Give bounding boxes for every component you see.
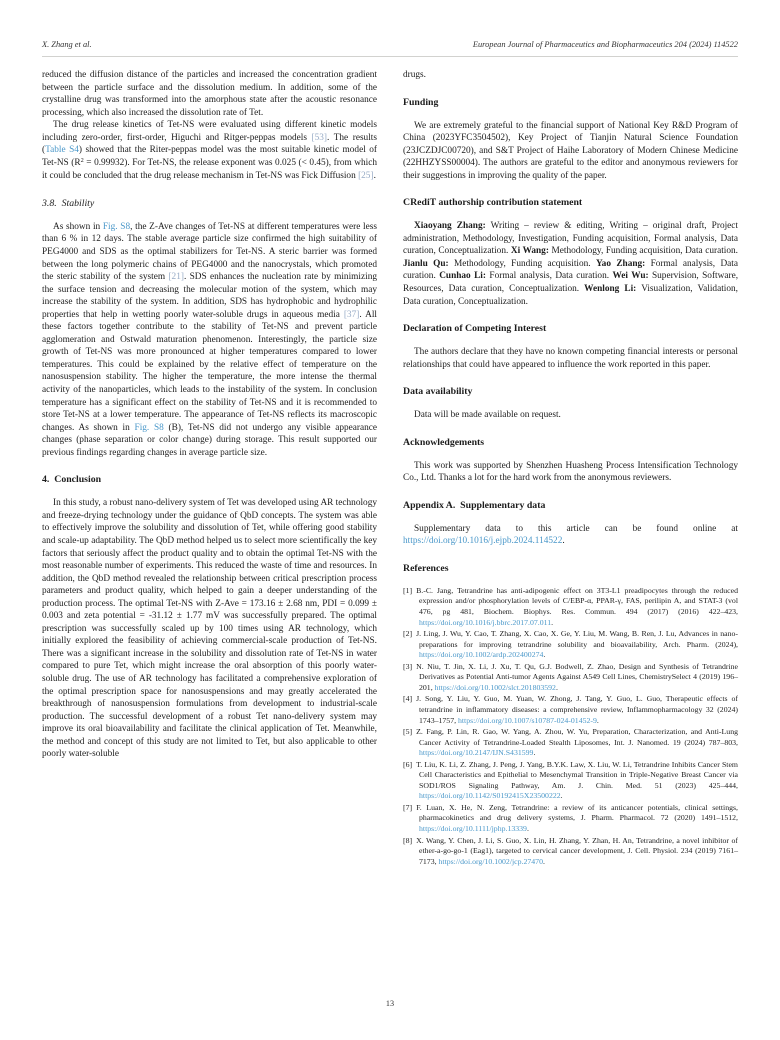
- text-run: reduced the diffusion distance of the particles and increased the concentration gradient between the particle surface and the dissolution medium. In addition, some of the crystalline drug was transformed into the amorphous state after the acoustic resonance processing, which also increased the dissolution rate of Tet.: [42, 70, 377, 118]
- section-heading: References: [403, 562, 449, 574]
- section-heading: Data availability: [403, 386, 473, 398]
- text-run: Xiaoyang Zhang:: [414, 221, 486, 232]
- text-run: Data will be made available on request.: [414, 410, 561, 421]
- page-number: 13: [385, 999, 395, 1008]
- text-run: Yao Zhang:: [596, 258, 646, 269]
- paragraph: [403, 69, 738, 82]
- text-run: Z. Fang, P. Lin, R. Gao, W. Yang, A. Zhou, W. Yu, Preparation, Characterization, and Anti-Lung Cancer Activity of Tetrandrine-Loaded Stealth Liposomes, Int. J. Nanomed. 19 (2024) 787–803,: [416, 727, 738, 747]
- paragraph: [403, 409, 738, 422]
- text-run: . The results (: [42, 132, 377, 156]
- text-run: N. Niu, T. Jin, X. Li, J. Xu, T. Qu, G.J. Bodwell, Z. Zhao, Design and Synthesis of Tetrandrine Derivatives as Potential Anti-tumor Agents Against A549 Cell Lines, ChemistrySelect 4 (2019) 196–201,: [416, 661, 738, 692]
- text-run: .: [543, 650, 546, 660]
- reference-label: [1]: [403, 585, 413, 595]
- text-run: Xi Wang:: [510, 246, 549, 257]
- left-column: [42, 69, 377, 868]
- section-heading: Funding: [403, 96, 439, 108]
- text-run: J. Song, Y. Liu, Y. Guo, M. Yuan, W. Zhong, J. Tang, Y. Guo, L. Guo, Therapeutic effects of tetrandrine in inflammatory diseases: a comprehensive review, Inflammopharmacology 32 (2024) 1743–1757,: [416, 694, 738, 725]
- page-header: [42, 40, 738, 49]
- text-run: .: [526, 823, 529, 833]
- text-run: T. Liu, K. Li, Z. Zhang, J. Peng, J. Yang, B.Y.K. Law, X. Liu, W. Li, Tetrandrine Inhibits Cancer Stem Cell Characteristics and Epithelial to Mesenchymal Transition in Triple-Negative Breast Cancer via SOD1/ROS Signaling Pathway, Am. J. Chin. Med. 51 (2023) 425–444,: [416, 759, 738, 790]
- hyperlink[interactable]: https://doi.org/10.1016/j.ejpb.2024.114522: [403, 536, 563, 547]
- reference-item: [403, 694, 738, 726]
- citation-link[interactable]: [37]: [343, 309, 360, 320]
- reference-item: [403, 629, 738, 661]
- text-run: Wei Wu:: [612, 271, 649, 282]
- text-run: .: [596, 715, 599, 725]
- text-run: Supplementary data to this article can be found online at: [414, 523, 738, 534]
- reference-label: [2]: [403, 629, 413, 639]
- hyperlink[interactable]: Fig. S8: [134, 422, 164, 433]
- hyperlink[interactable]: Table S4: [45, 145, 79, 156]
- text-run: = 0.99932). For Tet-NS, the release exponent was 0.025 (< 0.45), from which it could be concluded that the drug release mechanism in Tet-NS was Fick Diffusion: [42, 157, 377, 182]
- text-run: This work was supported by Shenzhen Huasheng Process Intensification Technology Co., Ltd. Thanks a lot for the hard work from the anonymous reviewers.: [403, 460, 738, 484]
- text-run: .: [373, 171, 376, 182]
- hyperlink[interactable]: https://doi.org/10.1142/S0192415X23500222: [419, 791, 561, 801]
- section-heading: 4. Conclusion: [42, 474, 102, 486]
- text-run: ) showed that the Riter-peppas model was the most suitable kinetic model of Tet-NS (R: [42, 145, 377, 168]
- text-run: Visualization, Validation, Data curation, Conceptualization.: [403, 284, 738, 307]
- paragraph: [403, 120, 738, 183]
- citation-link[interactable]: [25]: [358, 171, 374, 182]
- citation-link[interactable]: [53]: [311, 132, 327, 143]
- text-run: Cunhao Li:: [439, 271, 486, 282]
- reference-label: [6]: [403, 759, 413, 769]
- right-column: [403, 69, 738, 868]
- text-run: Methodology, Funding acquisition, Data curation.: [548, 246, 738, 257]
- paragraph: [42, 497, 377, 760]
- text-run: Supervision, Software, Resources, Data curation, Conceptualization.: [403, 271, 739, 295]
- section-heading: 3.8. Stability: [42, 197, 95, 209]
- text-run: J. Ling, J. Wu, Y. Cao, T. Zhang, X. Cao, X. Ge, Y. Liu, M. Wang, B. Ren, J. Lu, Advances in nano-preparations for improving tetrandrine solubility and bioavailability, Arch. Pharm. (2024),: [416, 629, 738, 649]
- hyperlink[interactable]: https://doi.org/10.1016/j.bbrc.2017.07.011: [419, 617, 552, 627]
- text-run: . All these factors together contribute to the stability of Tet-NS and prevent particle agglomeration and Ostwald maturation phenomenon. Interestingly, the particle size growth of Tet-NS was more pronounced at higher temperatures compared to lower temperatures. This could be explained by the relative effect of temperature on the nanosuspension stability. The higher the temperature, the more intense the thermal activity of the nanoparticles, which leads to the instability of the system. In conclusion temperature has a significant effect on the stability of Tet-NS and it is recommended to store Tet-NS at a lower temperature. The appearance of Tet-NS reflects its macroscopic changes. As shown in: [42, 309, 378, 433]
- paragraph: [42, 119, 377, 183]
- reference-label: [5]: [403, 727, 413, 737]
- text-run: Methodology, Funding acquisition.: [448, 258, 596, 269]
- reference-label: [3]: [403, 661, 413, 671]
- hyperlink[interactable]: Fig. S8: [102, 221, 131, 232]
- hyperlink[interactable]: https://doi.org/10.1111/jphp.13339: [419, 823, 527, 833]
- reference-item: [403, 836, 738, 868]
- text-run: .: [533, 748, 536, 758]
- hyperlink[interactable]: https://doi.org/10.1002/ardp.202400274: [419, 650, 544, 660]
- text-run: The authors declare that they have no known competing financial interests or personal relationships that could have appeared to influence the work reported in this paper.: [403, 347, 738, 370]
- text-run: .: [555, 682, 558, 692]
- text-run: .: [551, 617, 554, 627]
- paragraph: [403, 460, 738, 485]
- text-run: We are extremely grateful to the financial support of National Key R&D Program of China (2023YFC3504502), Key Project of Tianjin Natural Science Foundation (23JCZDJC00720), and S&T Project of Haihe Laboratory of Modern Chinese Medicine (22HHZYSS00004). The authors are grateful to the editor and anonymous reviewers for their suggestions in improving the quality of the paper.: [403, 120, 738, 181]
- hyperlink[interactable]: https://doi.org/10.1002/jcp.27470: [438, 856, 543, 866]
- reference-item: [403, 662, 738, 694]
- paragraph: [403, 523, 738, 548]
- text-run: , the Z-Ave changes of Tet-NS at different temperatures were less than 6 % in 12 days. The stable average particle size confirmed the high suitability of PEG4000 and SDS as the optimal stabilizers for Tet-NS. A steric barrier was formed between the long polymeric chains of PEG4000 and the nanocrystals, which promoted the steric stability of the system: [42, 221, 377, 283]
- text-run: 2: [80, 156, 84, 164]
- text-run: Wenlong Li:: [584, 284, 637, 295]
- text-run: X. Wang, Y. Chen, J. Li, S. Guo, X. Lin, H. Zhang, Y. Zhan, H. An, Tetrandrine, a novel inhibitor of ether-a-go-go-1 (Eag1), targeted to cervical cancer development, J. Cell. Physiol. 234 (2019) 7161–7173,: [416, 835, 738, 866]
- text-run: Formal analysis, Data curation.: [403, 258, 738, 282]
- text-run: The drug release kinetics of Tet-NS were evaluated using different kinetic models including zero-order, first-order, Higuchi and Ritger-peppas models: [42, 120, 377, 143]
- reference-label: [7]: [403, 802, 413, 812]
- text-run: . SDS enhances the nucleation rate by minimizing the surface tension and decreasing the molecular motion of the system, which may increase the stability of the system. In addition, SDS has hydrophobic and hydrophilic properties that help in wetting poorly water-soluble drugs in aqueous media: [42, 272, 377, 320]
- hyperlink[interactable]: https://doi.org/10.1002/slct.201803592: [434, 682, 556, 692]
- text-run: drugs.: [403, 70, 426, 80]
- paragraph: [403, 220, 738, 308]
- reference-item: [403, 760, 738, 802]
- header-divider: [42, 56, 738, 57]
- text-run: B.-C. Jang, Tetrandrine has anti-adipogenic effect on 3T3-L1 preadipocytes through the reduced expression and/or phosphorylation levels of C/EBP-α, PPAR-γ, FAS, perilipin A, and STAT-3 (vol 476, pg 481, Biochem. Biophys. Res. Commun. 494 (2017) (2016) 422–423,: [416, 585, 738, 617]
- text-run: .: [542, 856, 545, 866]
- paragraph: [42, 69, 377, 119]
- text-run: .: [560, 791, 563, 801]
- paragraph: [403, 346, 738, 371]
- citation-link[interactable]: [21]: [168, 272, 184, 283]
- paragraph: [42, 221, 377, 459]
- hyperlink[interactable]: https://doi.org/10.1007/s10787-024-01452-9: [457, 715, 597, 725]
- text-run: In this study, a robust nano-delivery system of Tet was developed using AR technology and freeze-drying technology under the guidance of QbD concepts. The system was able to effectively improve the solubility and dissolution of Tet, while offering good stability and scale-up adaptability. The QbD method helped us to select more scientifically the key factors that seriously affect the product quality and to obtain the optimal Tet-NS with the most reasonable number of experiments. This reduced the waste of time and resources. In addition, the QbD method revealed the relationship between critical prescription process parameters and product quality, which helped to gain a deeper understanding of the production process. The optimal Tet-NS with Z-Ave = 173.16 ± 2.68 nm, PDI = 0.099 ± 0.003 and zeta potential = -31.12 ± 1.77 mV was successfully prepared. The optimal prescription was successfully scaled up by 100 times using AR technology, which initially explored the feasibility of achieving commercial-scale production of Tet-NS. There was a significant increase in the solubility and dissolution rate of Tet-NS in water compared to pure Tet, which might increase the oral absorption of this poorly water-soluble drug. The use of AR technology has facilitated a comprehensive exploration of the optimal prescription space for nanosuspensions and may greatly accelerated the breakthrough of nanosuspension formulations from development to industrial-scale production. The successful development of a robust Tet nano-delivery system may improve its oral bioavailability and facilitate the clinical application of Tet. Meanwhile, the method and concept of this study are not limited to Tet, but also applicable to other poorly water-soluble: [42, 498, 377, 760]
- text-run: F. Luan, X. He, N. Zeng, Tetrandrine: a review of its anticancer potentials, clinical settings, pharmacokinetics and drug delivery systems, J. Pharm. Pharmacol. 72 (2020) 1491–1512,: [416, 802, 738, 823]
- section-heading: Acknowledgements: [403, 436, 485, 448]
- text-run: Formal analysis, Data curation.: [486, 271, 613, 282]
- text-run: Writing – review & editing, Writing – original draft, Project administration, Methodology, Investigation, Funding acquisition, Formal analysis, Data curation, Conceptualization.: [403, 221, 739, 257]
- text-run: .: [562, 536, 565, 547]
- section-heading: Appendix A. Supplementary data: [403, 499, 546, 511]
- reference-item: [403, 727, 738, 759]
- section-heading: CRediT authorship contribution statement: [403, 197, 583, 209]
- text-run: As shown in: [53, 221, 103, 232]
- reference-item: [403, 586, 738, 628]
- reference-label: [4]: [403, 694, 413, 704]
- running-head-journal: European Journal of Pharmaceutics and Biopharmaceutics 204 (2024) 114522: [472, 40, 738, 49]
- text-run: (B), Tet-NS did not undergo any visible appearance changes (phase separation or color change) during storage. This result supported our previous findings regarding changes in average particle size.: [42, 422, 377, 458]
- reference-label: [8]: [403, 835, 413, 845]
- section-heading: Declaration of Competing Interest: [403, 323, 547, 335]
- hyperlink[interactable]: https://doi.org/10.2147/IJN.S431599: [419, 748, 534, 758]
- running-head-authors: X. Zhang et al.: [42, 40, 92, 49]
- article-body: [42, 69, 738, 868]
- text-run: Jianlu Qu:: [403, 258, 449, 269]
- reference-item: [403, 803, 738, 835]
